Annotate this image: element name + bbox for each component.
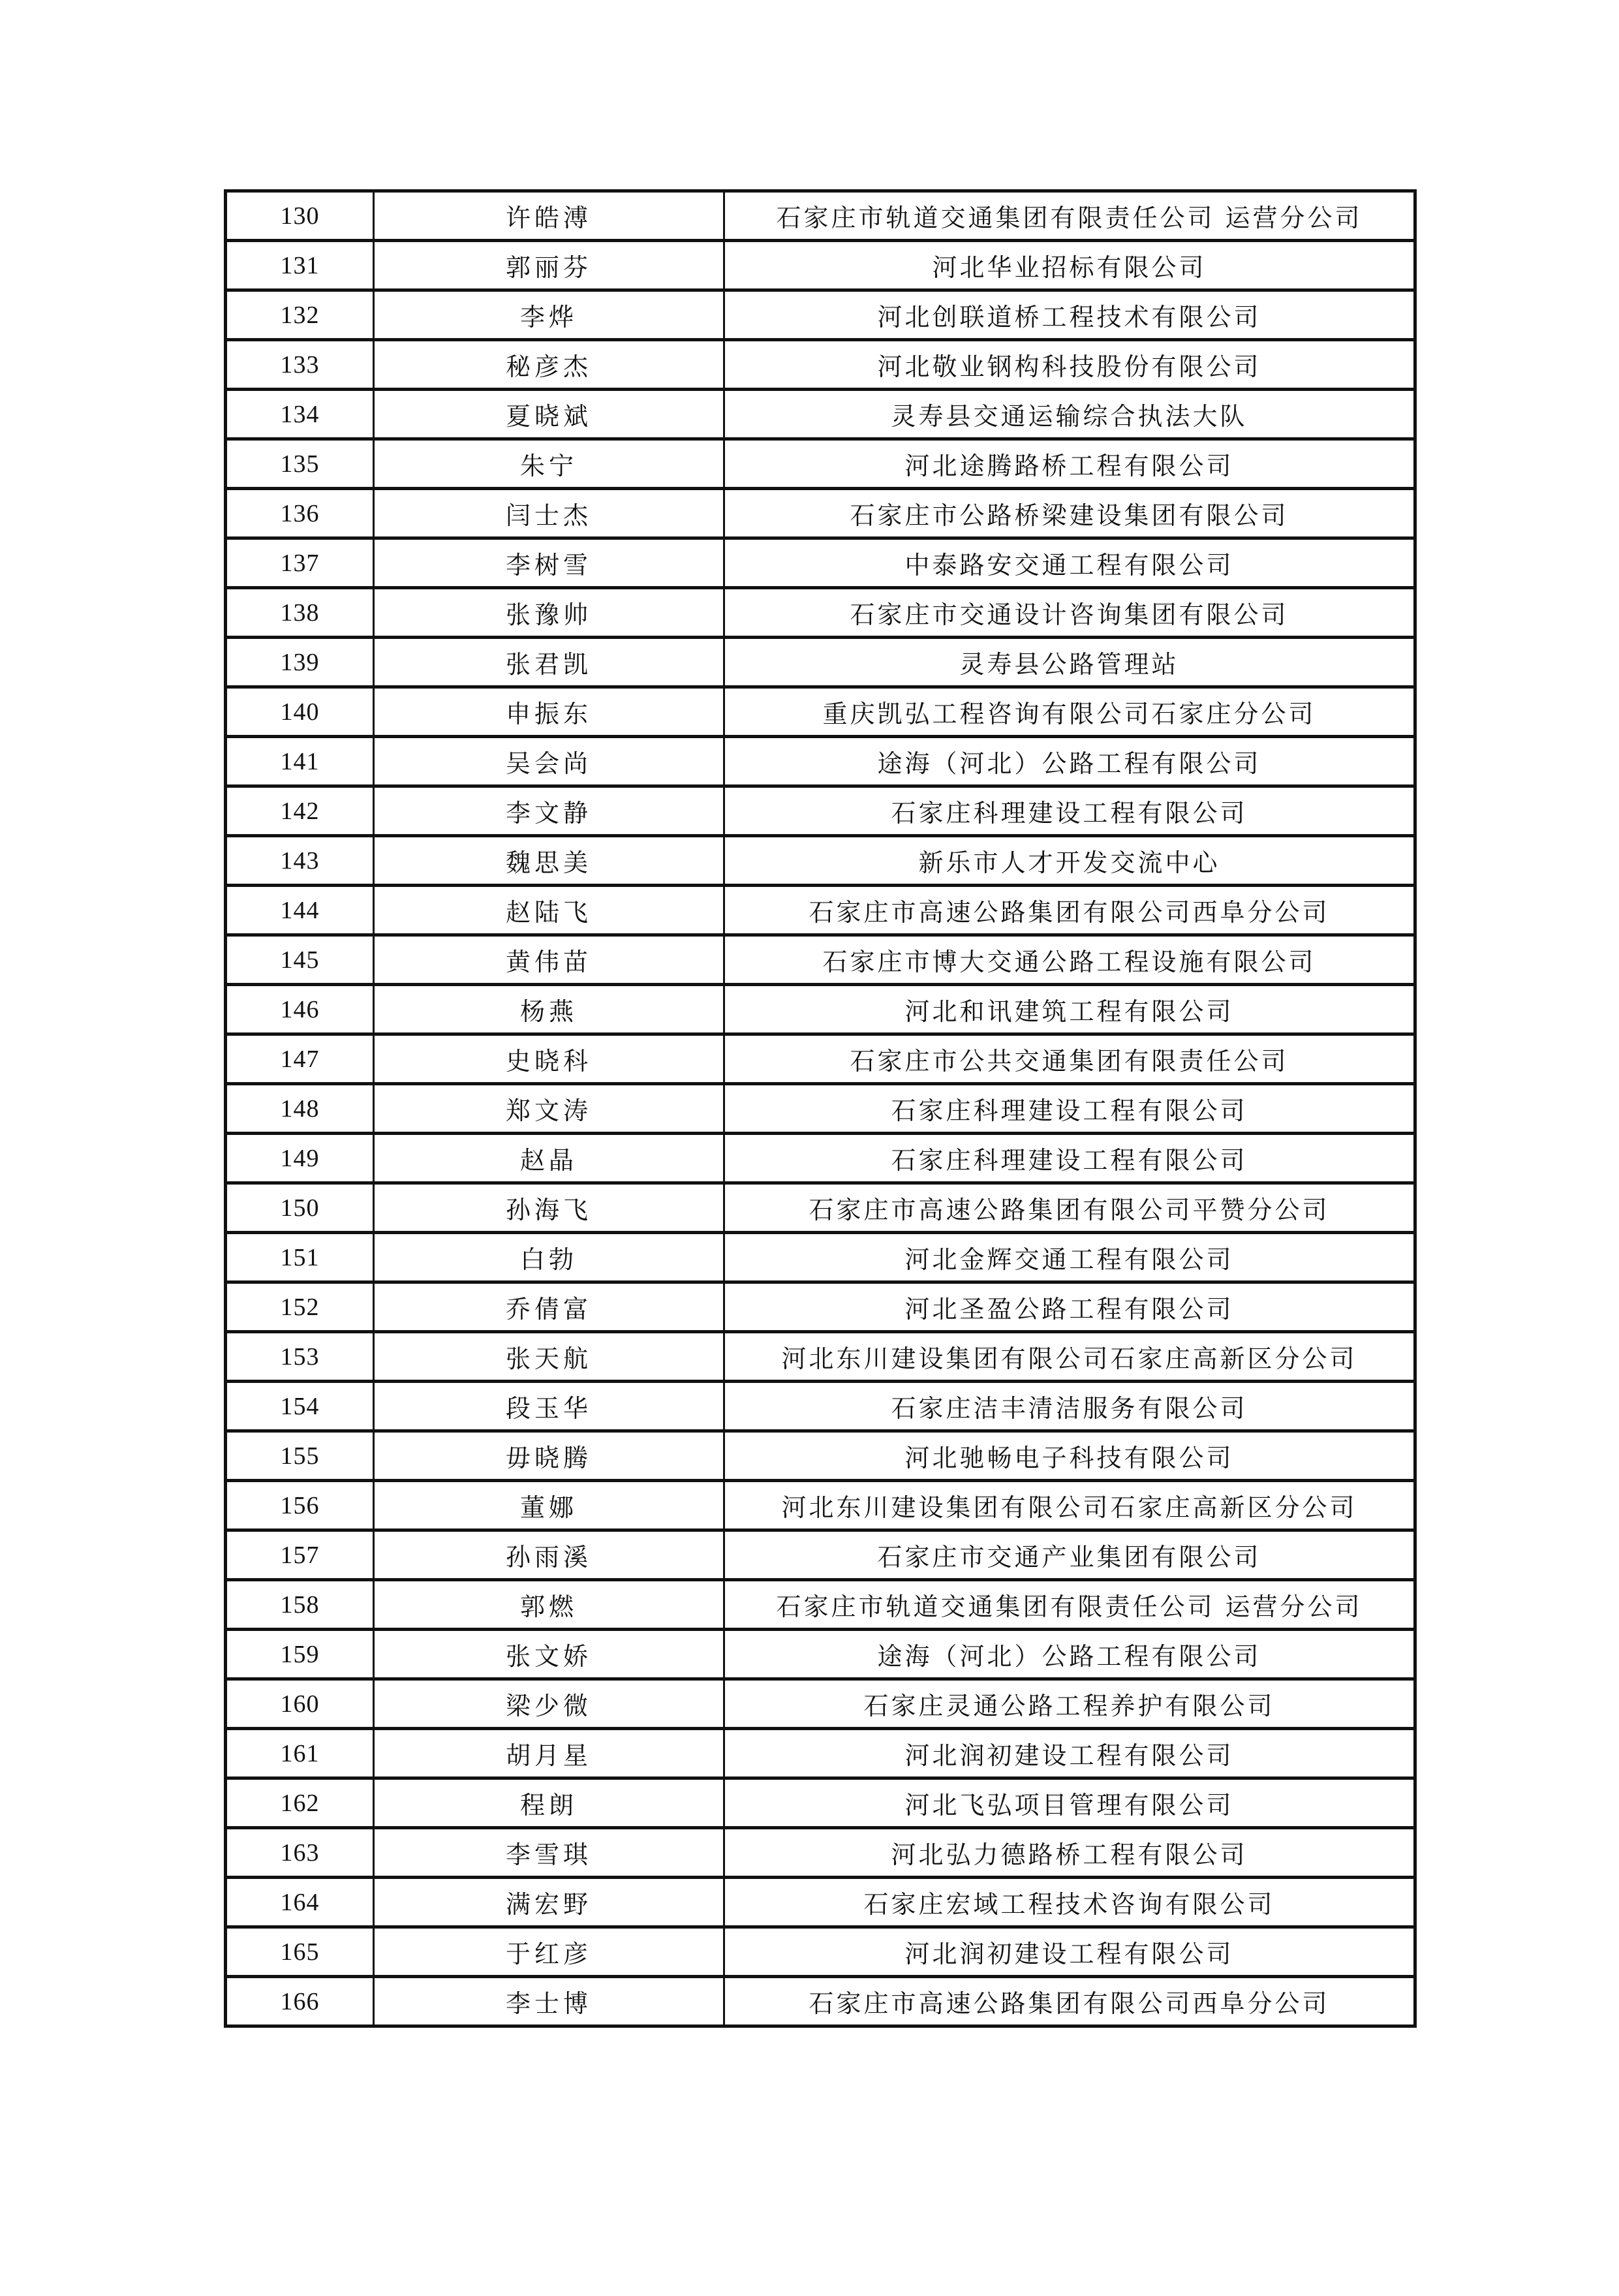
person-name-cell: 赵陆飞: [374, 886, 724, 935]
person-name-cell: 毋晓腾: [374, 1431, 724, 1481]
organization-cell: 河北华业招标有限公司: [724, 241, 1415, 290]
table-row: [226, 538, 1415, 588]
table-row: [226, 1927, 1415, 1977]
table-row: [226, 1282, 1415, 1332]
organization-cell: 石家庄市交通设计咨询集团有限公司: [724, 588, 1415, 638]
row-number-cell: 158: [226, 1580, 374, 1630]
organization-cell: 灵寿县交通运输综合执法大队: [724, 390, 1415, 439]
organization-cell: 石家庄市博大交通公路工程设施有限公司: [724, 935, 1415, 985]
row-number-cell: 132: [226, 290, 374, 340]
table-row: [226, 1679, 1415, 1729]
person-name-cell: 李雪琪: [374, 1828, 724, 1878]
row-number-cell: 160: [226, 1679, 374, 1729]
row-number-cell: 135: [226, 439, 374, 489]
organization-cell: 河北创联道桥工程技术有限公司: [724, 290, 1415, 340]
roster-table-body: [226, 191, 1415, 2026]
organization-cell: 河北金辉交通工程有限公司: [724, 1233, 1415, 1282]
organization-cell: 石家庄市高速公路集团有限公司西阜分公司: [724, 1977, 1415, 2026]
row-number-cell: 166: [226, 1977, 374, 2026]
organization-cell: 河北东川建设集团有限公司石家庄高新区分公司: [724, 1481, 1415, 1530]
table-row: [226, 191, 1415, 241]
row-number-cell: 146: [226, 985, 374, 1034]
table-row: [226, 241, 1415, 290]
organization-cell: 石家庄市轨道交通集团有限责任公司 运营分公司: [724, 1580, 1415, 1630]
row-number-cell: 162: [226, 1778, 374, 1828]
person-name-cell: 许皓溥: [374, 191, 724, 241]
person-name-cell: 朱宁: [374, 439, 724, 489]
person-name-cell: 李树雪: [374, 538, 724, 588]
row-number-cell: 136: [226, 489, 374, 538]
row-number-cell: 156: [226, 1481, 374, 1530]
organization-cell: 河北东川建设集团有限公司石家庄高新区分公司: [724, 1332, 1415, 1382]
row-number-cell: 163: [226, 1828, 374, 1878]
table-row: [226, 935, 1415, 985]
table-row: [226, 886, 1415, 935]
person-name-cell: 孙海飞: [374, 1183, 724, 1233]
table-row: [226, 1729, 1415, 1778]
row-number-cell: 155: [226, 1431, 374, 1481]
row-number-cell: 147: [226, 1034, 374, 1084]
person-name-cell: 秘彦杰: [374, 340, 724, 390]
person-name-cell: 闫士杰: [374, 489, 724, 538]
row-number-cell: 137: [226, 538, 374, 588]
row-number-cell: 165: [226, 1927, 374, 1977]
person-name-cell: 夏晓斌: [374, 390, 724, 439]
row-number-cell: 138: [226, 588, 374, 638]
row-number-cell: 141: [226, 737, 374, 786]
row-number-cell: 139: [226, 638, 374, 687]
organization-cell: 石家庄市高速公路集团有限公司西阜分公司: [724, 886, 1415, 935]
organization-cell: 重庆凯弘工程咨询有限公司石家庄分公司: [724, 687, 1415, 737]
table-row: [226, 390, 1415, 439]
organization-cell: 途海（河北）公路工程有限公司: [724, 1630, 1415, 1679]
person-name-cell: 黄伟苗: [374, 935, 724, 985]
table-row: [226, 1630, 1415, 1679]
organization-cell: 途海（河北）公路工程有限公司: [724, 737, 1415, 786]
table-row: [226, 1530, 1415, 1580]
organization-cell: 灵寿县公路管理站: [724, 638, 1415, 687]
row-number-cell: 131: [226, 241, 374, 290]
organization-cell: 石家庄市轨道交通集团有限责任公司 运营分公司: [724, 191, 1415, 241]
row-number-cell: 133: [226, 340, 374, 390]
table-row: [226, 1084, 1415, 1134]
row-number-cell: 142: [226, 786, 374, 836]
table-row: [226, 1431, 1415, 1481]
table-row: [226, 1382, 1415, 1431]
table-row: [226, 1878, 1415, 1927]
table-row: [226, 1233, 1415, 1282]
organization-cell: 河北和讯建筑工程有限公司: [724, 985, 1415, 1034]
organization-cell: 石家庄洁丰清洁服务有限公司: [724, 1382, 1415, 1431]
row-number-cell: 152: [226, 1282, 374, 1332]
organization-cell: 石家庄市公共交通集团有限责任公司: [724, 1034, 1415, 1084]
row-number-cell: 148: [226, 1084, 374, 1134]
table-row: [226, 340, 1415, 390]
table-row: [226, 1828, 1415, 1878]
person-name-cell: 乔倩富: [374, 1282, 724, 1332]
person-name-cell: 赵晶: [374, 1134, 724, 1183]
organization-cell: 河北圣盈公路工程有限公司: [724, 1282, 1415, 1332]
organization-cell: 河北润初建设工程有限公司: [724, 1729, 1415, 1778]
table-row: [226, 489, 1415, 538]
person-name-cell: 董娜: [374, 1481, 724, 1530]
person-name-cell: 李烨: [374, 290, 724, 340]
row-number-cell: 130: [226, 191, 374, 241]
person-name-cell: 满宏野: [374, 1878, 724, 1927]
organization-cell: 石家庄灵通公路工程养护有限公司: [724, 1679, 1415, 1729]
roster-table: [224, 189, 1417, 2028]
row-number-cell: 164: [226, 1878, 374, 1927]
table-row: [226, 1977, 1415, 2026]
organization-cell: 石家庄科理建设工程有限公司: [724, 1134, 1415, 1183]
person-name-cell: 白勃: [374, 1233, 724, 1282]
table-row: [226, 1778, 1415, 1828]
table-row: [226, 1134, 1415, 1183]
organization-cell: 中泰路安交通工程有限公司: [724, 538, 1415, 588]
organization-cell: 河北润初建设工程有限公司: [724, 1927, 1415, 1977]
person-name-cell: 孙雨溪: [374, 1530, 724, 1580]
organization-cell: 石家庄科理建设工程有限公司: [724, 1084, 1415, 1134]
organization-cell: 石家庄科理建设工程有限公司: [724, 786, 1415, 836]
organization-cell: 河北途腾路桥工程有限公司: [724, 439, 1415, 489]
organization-cell: 新乐市人才开发交流中心: [724, 836, 1415, 886]
row-number-cell: 157: [226, 1530, 374, 1580]
table-row: [226, 985, 1415, 1034]
person-name-cell: 程朗: [374, 1778, 724, 1828]
organization-cell: 河北驰畅电子科技有限公司: [724, 1431, 1415, 1481]
row-number-cell: 150: [226, 1183, 374, 1233]
table-row: [226, 786, 1415, 836]
table-row: [226, 439, 1415, 489]
table-row: [226, 588, 1415, 638]
person-name-cell: 吴会尚: [374, 737, 724, 786]
table-row: [226, 1183, 1415, 1233]
person-name-cell: 魏思美: [374, 836, 724, 886]
table-row: [226, 1481, 1415, 1530]
row-number-cell: 159: [226, 1630, 374, 1679]
table-row: [226, 290, 1415, 340]
person-name-cell: 郭燃: [374, 1580, 724, 1630]
organization-cell: 河北弘力德路桥工程有限公司: [724, 1828, 1415, 1878]
person-name-cell: 申振东: [374, 687, 724, 737]
row-number-cell: 153: [226, 1332, 374, 1382]
person-name-cell: 胡月星: [374, 1729, 724, 1778]
organization-cell: 石家庄市交通产业集团有限公司: [724, 1530, 1415, 1580]
organization-cell: 河北飞弘项目管理有限公司: [724, 1778, 1415, 1828]
table-row: [226, 1332, 1415, 1382]
organization-cell: 石家庄市高速公路集团有限公司平赞分公司: [724, 1183, 1415, 1233]
person-name-cell: 李士博: [374, 1977, 724, 2026]
person-name-cell: 于红彦: [374, 1927, 724, 1977]
person-name-cell: 李文静: [374, 786, 724, 836]
row-number-cell: 143: [226, 836, 374, 886]
person-name-cell: 张君凯: [374, 638, 724, 687]
person-name-cell: 张豫帅: [374, 588, 724, 638]
table-row: [226, 1580, 1415, 1630]
row-number-cell: 151: [226, 1233, 374, 1282]
person-name-cell: 梁少微: [374, 1679, 724, 1729]
person-name-cell: 郑文涛: [374, 1084, 724, 1134]
table-row: [226, 836, 1415, 886]
person-name-cell: 郭丽芬: [374, 241, 724, 290]
table-row: [226, 1034, 1415, 1084]
organization-cell: 河北敬业钢构科技股份有限公司: [724, 340, 1415, 390]
table-row: [226, 638, 1415, 687]
row-number-cell: 154: [226, 1382, 374, 1431]
person-name-cell: 杨燕: [374, 985, 724, 1034]
person-name-cell: 张天航: [374, 1332, 724, 1382]
organization-cell: 石家庄宏域工程技术咨询有限公司: [724, 1878, 1415, 1927]
row-number-cell: 140: [226, 687, 374, 737]
table-row: [226, 737, 1415, 786]
row-number-cell: 149: [226, 1134, 374, 1183]
person-name-cell: 史晓科: [374, 1034, 724, 1084]
row-number-cell: 161: [226, 1729, 374, 1778]
organization-cell: 石家庄市公路桥梁建设集团有限公司: [724, 489, 1415, 538]
person-name-cell: 段玉华: [374, 1382, 724, 1431]
table-row: [226, 687, 1415, 737]
person-name-cell: 张文娇: [374, 1630, 724, 1679]
row-number-cell: 134: [226, 390, 374, 439]
row-number-cell: 144: [226, 886, 374, 935]
row-number-cell: 145: [226, 935, 374, 985]
